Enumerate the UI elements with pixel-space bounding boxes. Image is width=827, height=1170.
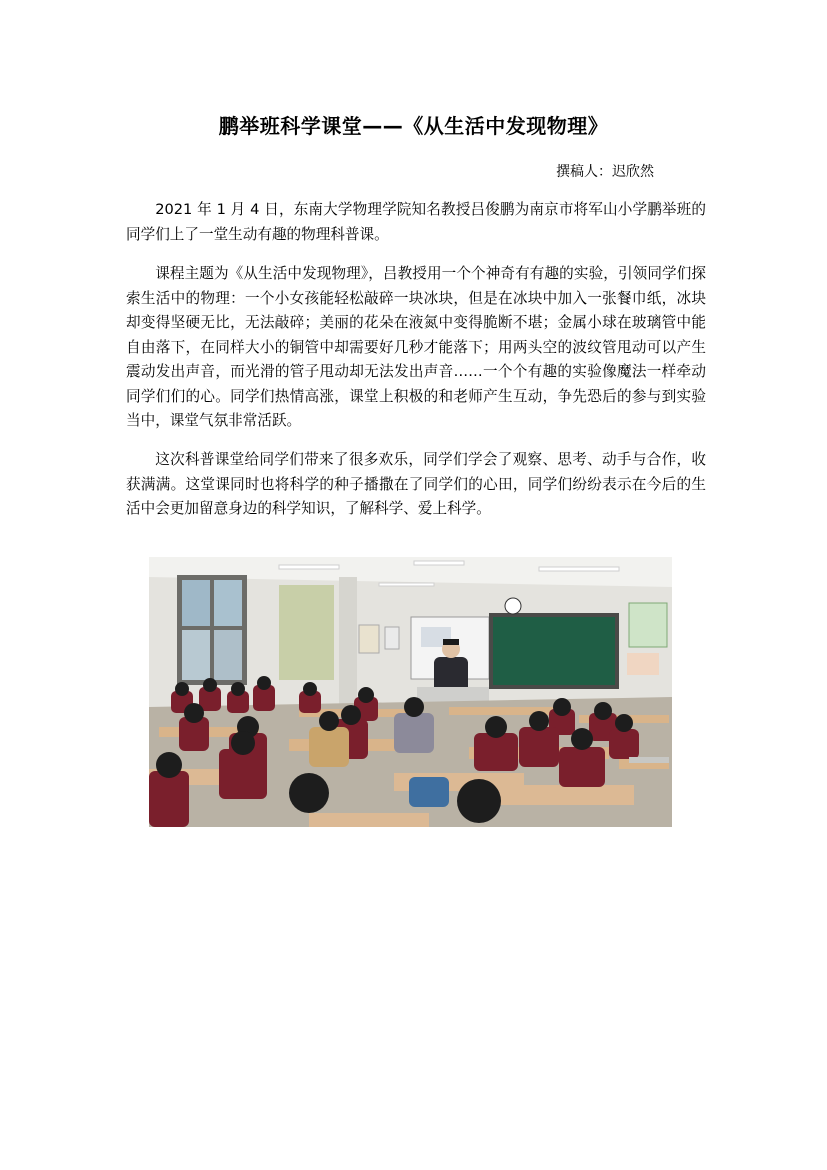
paragraph-summary: 这次科普课堂给同学们带来了很多欢乐，同学们学会了观察、思考、动手与合作，收获满满。这堂课同时也将科学的种子播撒在了同学们的心田，同学们纷纷表示在今后的生活中会更加留意身边的科学知识，了解科学、爱上科学。 bbox=[126, 451, 706, 517]
paragraph-intro: 2021 年 1 月 4 日，东南大学物理学院知名教授吕俊鹏为南京市将军山小学鹏举班的同学们上了一堂生动有趣的物理科普课。 bbox=[126, 201, 706, 243]
page-title: 鹏举班科学课堂——《从生活中发现物理》 bbox=[218, 114, 609, 138]
paragraph-course: 课程主题为《从生活中发现物理》，吕教授用一个个神奇有有趣的实验，引领同学们探索生活中的物理：一个小女孩能轻松敲碎一块冰块，但是在冰块中加入一张餐巾纸，冰块却变得坚硬无比，无法敲碎；美丽的花朵在液氮中变得脆断不堪；金属小球在玻璃管中能自由落下，在同样大小的铜管中却需要好几秒才能落下；用两头空的波纹管甩动可以产生震动发出声音，而光滑的管子甩动却无法发出声音……一个个有趣的实验像魔法一样牵动同学们们的心。同学们热情高涨，课堂上积极的和老师产生互动，争先恐后的参与到实验当中，课堂气氛非常活跃。 bbox=[126, 265, 706, 429]
author-line: 撰稿人：迟欣然 bbox=[556, 164, 654, 180]
classroom-photo bbox=[149, 557, 672, 827]
